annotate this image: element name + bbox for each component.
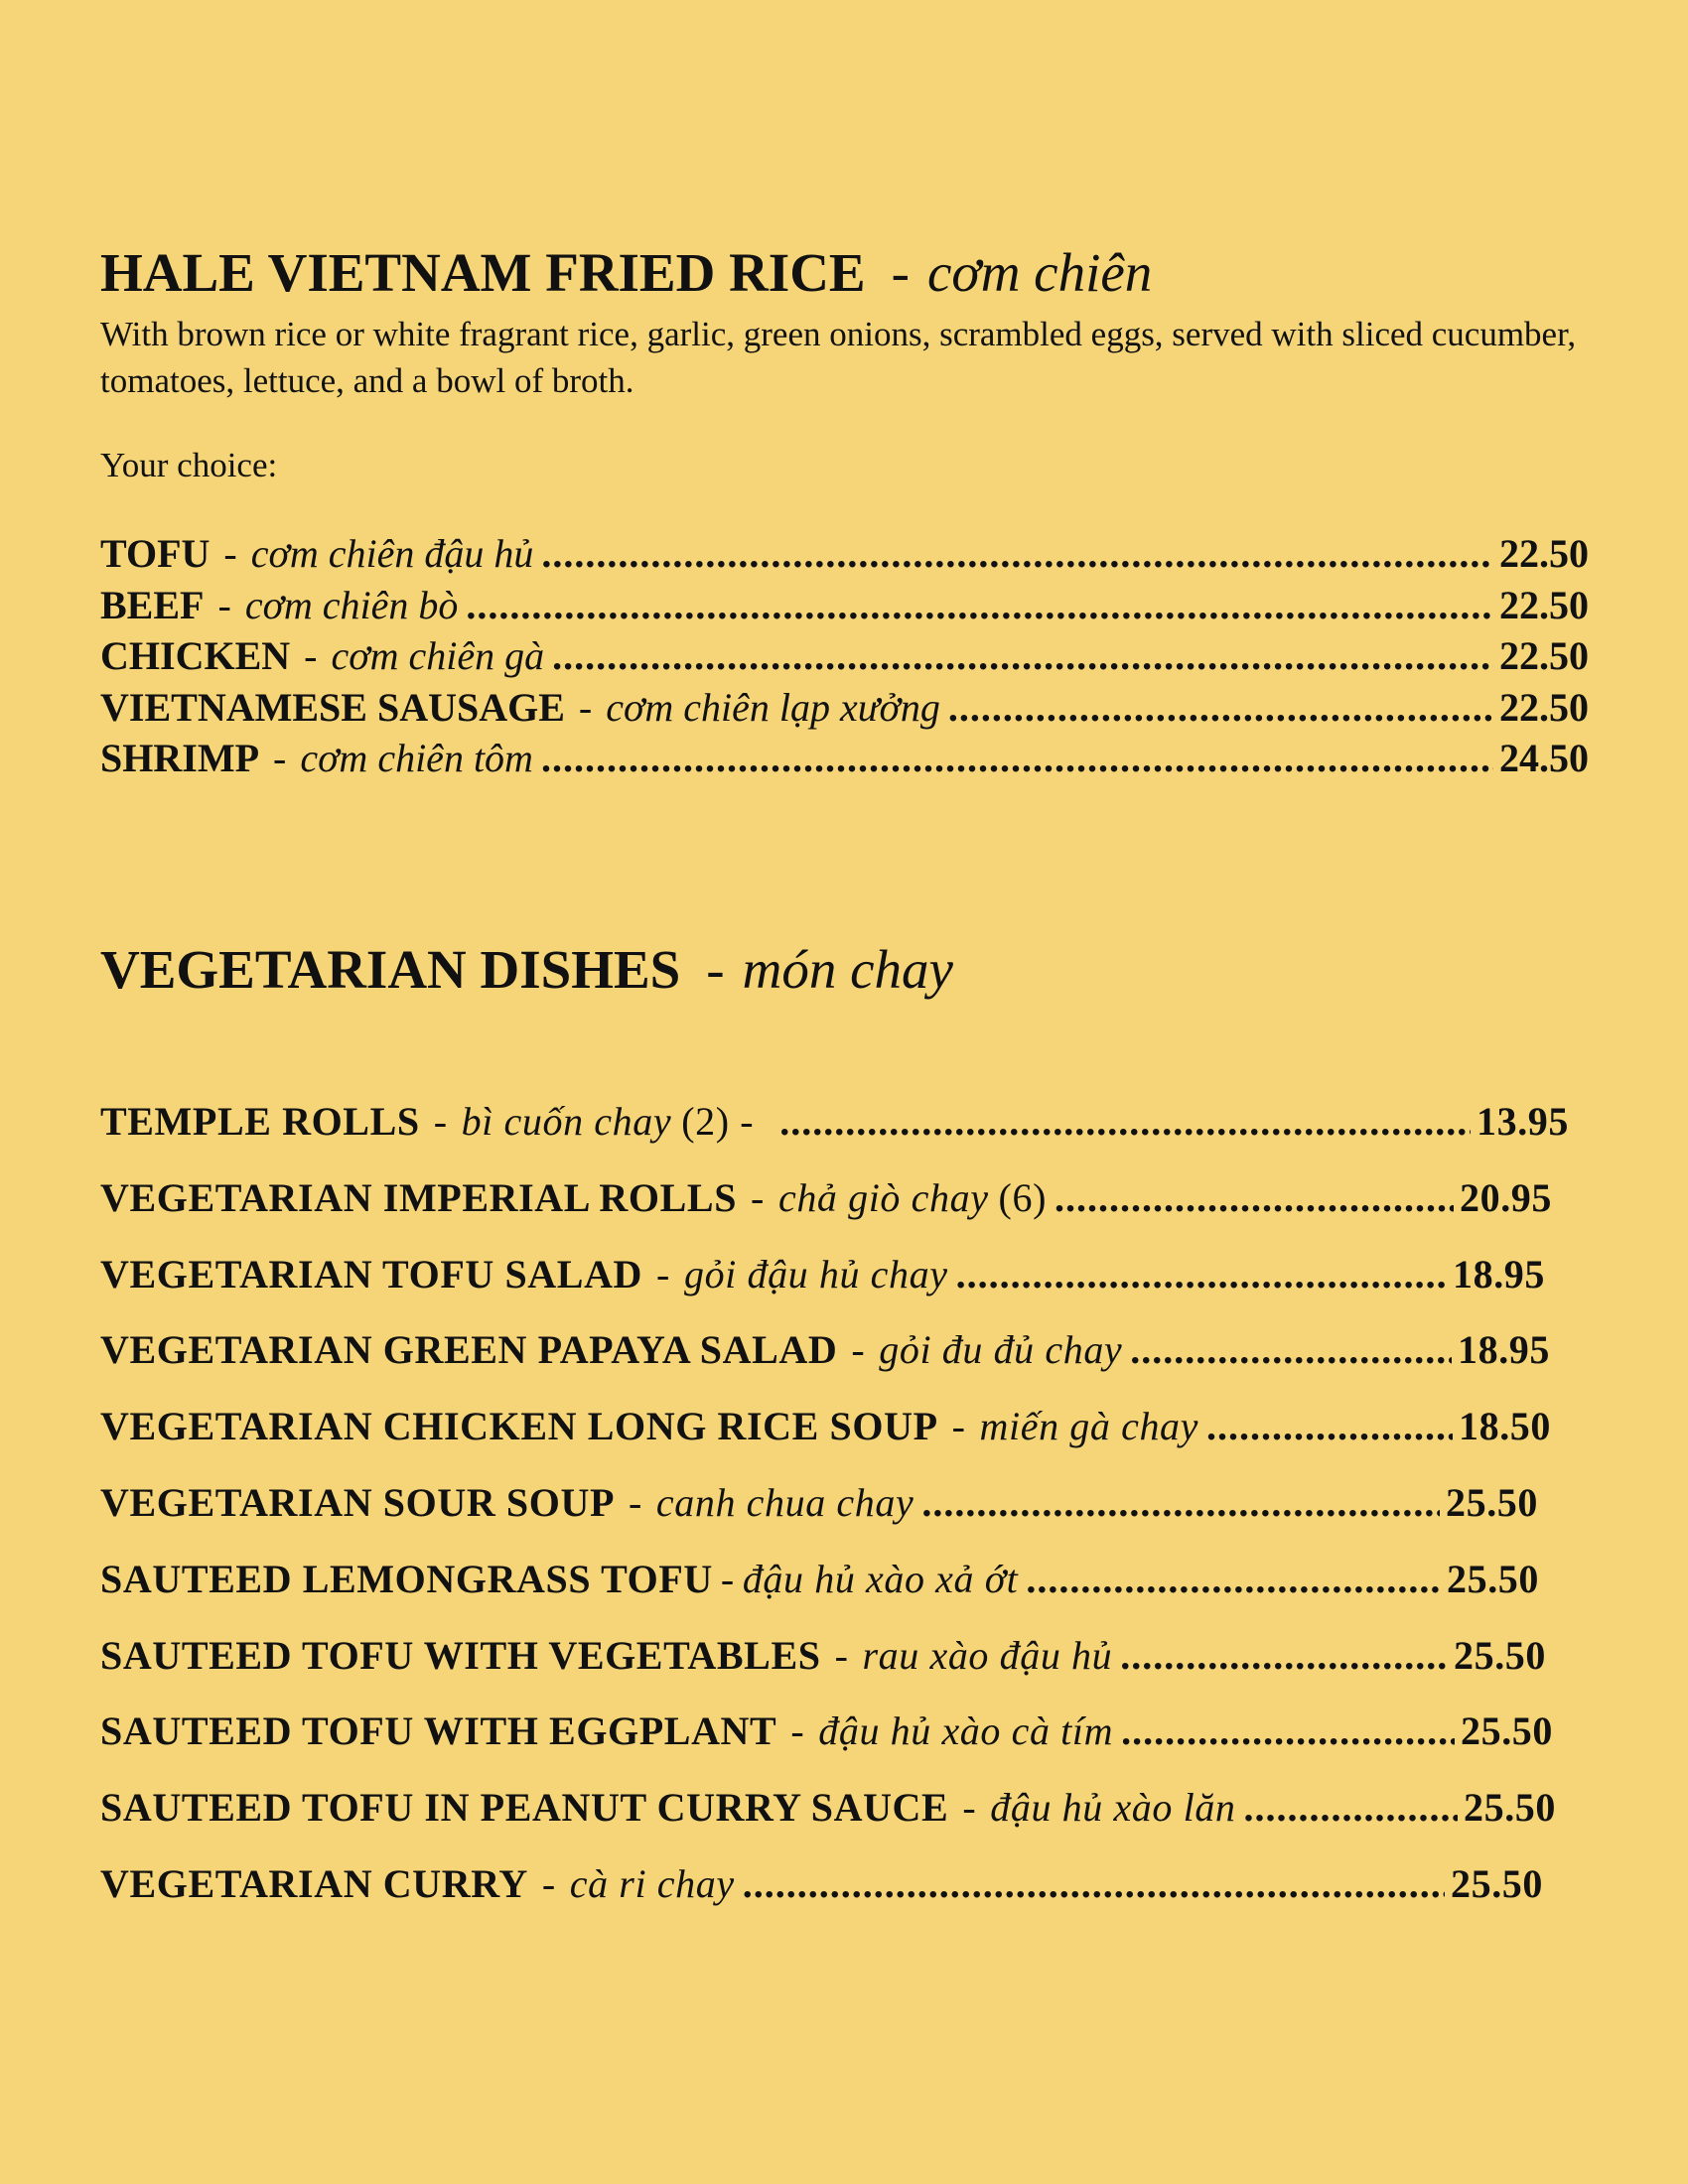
heading-dash: - xyxy=(706,939,725,1000)
item-viet: chả giò chay xyxy=(777,1174,989,1220)
menu-item xyxy=(100,528,1589,580)
menu-item xyxy=(100,733,1589,784)
fried-rice-title-viet: cơm chiên xyxy=(926,242,1153,303)
item-viet: canh chua chay xyxy=(655,1479,914,1525)
item-viet: bì cuốn chay xyxy=(461,1099,672,1144)
menu-item xyxy=(100,1473,1538,1550)
item-price: 25.50 xyxy=(1464,1785,1556,1831)
item-price: 25.50 xyxy=(1461,1708,1553,1754)
fried-rice-description: With brown rice or white fragrant rice, garlic, green onions, scrambled eggs, served with sliced cucumber, tomatoes, lettuce, and a bowl of broth. xyxy=(100,315,1577,400)
dot-leader xyxy=(921,1473,1440,1532)
item-price: 18.95 xyxy=(1453,1251,1545,1297)
dot-leader xyxy=(956,1245,1447,1303)
item-price: 25.50 xyxy=(1447,1556,1539,1601)
heading-dash: - xyxy=(891,242,910,303)
item-sep: - xyxy=(629,1479,642,1525)
menu-item xyxy=(100,1320,1550,1397)
item-viet: gỏi đậu hủ chay xyxy=(683,1251,948,1297)
item-extra: (2) - xyxy=(681,1099,755,1144)
fried-rice-title: HALE VIETNAM FRIED RICE xyxy=(100,242,866,303)
item-extra: (6) xyxy=(998,1174,1047,1220)
item-name: TEMPLE ROLLS xyxy=(100,1099,420,1144)
dot-leader xyxy=(541,528,1493,580)
vegetarian-heading xyxy=(100,939,953,1000)
dot-leader xyxy=(541,733,1493,784)
item-name: SHRIMP xyxy=(100,736,259,780)
item-name: SAUTEED TOFU WITH VEGETABLES xyxy=(100,1632,821,1678)
menu-item xyxy=(100,1702,1553,1778)
dot-leader xyxy=(1121,1702,1455,1760)
item-viet: cơm chiên lạp xưởng xyxy=(606,684,940,730)
item-viet: đậu hủ xào xả ớt xyxy=(742,1556,1019,1601)
item-name: SAUTEED TOFU WITH EGGPLANT xyxy=(100,1708,777,1754)
item-viet: đậu hủ xào lăn xyxy=(990,1785,1236,1831)
menu-item xyxy=(100,1397,1551,1473)
item-viet: cơm chiên bò xyxy=(244,582,459,627)
dot-leader xyxy=(1244,1778,1458,1837)
item-sep: - xyxy=(304,633,318,678)
item-sep: - xyxy=(720,1556,735,1601)
item-price: 18.95 xyxy=(1458,1327,1550,1373)
dot-leader xyxy=(1206,1397,1453,1455)
menu-item xyxy=(100,1778,1556,1854)
item-sep: - xyxy=(273,736,287,780)
dot-leader xyxy=(743,1854,1445,1913)
item-viet: cà ri chay xyxy=(569,1860,735,1906)
item-price: 22.50 xyxy=(1499,684,1589,730)
item-viet: cơm chiên đậu hủ xyxy=(250,531,534,576)
menu-item xyxy=(100,1550,1539,1626)
item-name: VEGETARIAN IMPERIAL ROLLS xyxy=(100,1174,738,1220)
dot-leader xyxy=(1120,1626,1448,1685)
item-sep: - xyxy=(223,531,237,576)
dot-leader xyxy=(1055,1168,1454,1227)
dot-leader xyxy=(948,682,1493,734)
dot-leader xyxy=(466,580,1493,631)
dot-leader xyxy=(779,1092,1471,1151)
item-price: 20.95 xyxy=(1460,1174,1552,1220)
dot-leader xyxy=(552,630,1493,682)
vegetarian-title-viet: món chay xyxy=(742,939,953,1000)
item-viet: gỏi đu đủ chay xyxy=(879,1327,1123,1373)
menu-item xyxy=(100,1168,1552,1245)
choice-label: Your choice: xyxy=(100,446,278,484)
fried-rice-list xyxy=(100,528,1589,784)
item-name: TOFU xyxy=(100,531,211,576)
item-name: CHICKEN xyxy=(100,633,291,678)
item-price: 22.50 xyxy=(1499,633,1589,678)
menu-item xyxy=(100,580,1589,631)
item-sep: - xyxy=(790,1708,805,1754)
item-name: VEGETARIAN GREEN PAPAYA SALAD xyxy=(100,1327,838,1373)
item-name: VEGETARIAN TOFU SALAD xyxy=(100,1251,643,1297)
item-sep: - xyxy=(433,1099,448,1144)
item-sep: - xyxy=(951,1404,966,1449)
dot-leader xyxy=(1130,1320,1452,1379)
item-price: 24.50 xyxy=(1499,736,1589,780)
item-price: 25.50 xyxy=(1446,1479,1538,1525)
item-price: 22.50 xyxy=(1499,582,1589,627)
item-name: VIETNAMESE SAUSAGE xyxy=(100,684,565,730)
item-sep: - xyxy=(217,582,231,627)
item-price: 22.50 xyxy=(1499,531,1589,576)
dot-leader xyxy=(1026,1550,1441,1608)
item-sep: - xyxy=(851,1327,866,1373)
menu-item xyxy=(100,1245,1545,1321)
vegetarian-list xyxy=(100,1092,1569,1931)
menu-item xyxy=(100,682,1589,734)
item-price: 13.95 xyxy=(1477,1099,1569,1144)
menu-item xyxy=(100,1854,1543,1931)
item-name: VEGETARIAN SOUR SOUP xyxy=(100,1479,615,1525)
item-sep: - xyxy=(834,1632,849,1678)
item-price: 25.50 xyxy=(1454,1632,1546,1678)
menu-item xyxy=(100,1092,1569,1168)
item-name: SAUTEED LEMONGRASS TOFU xyxy=(100,1556,713,1601)
item-viet: miến gà chay xyxy=(979,1404,1198,1449)
item-sep: - xyxy=(751,1174,765,1220)
fried-rice-heading xyxy=(100,242,1153,303)
item-sep: - xyxy=(656,1251,670,1297)
item-name: VEGETARIAN CHICKEN LONG RICE SOUP xyxy=(100,1404,938,1449)
vegetarian-title: VEGETARIAN DISHES xyxy=(100,939,681,1000)
item-sep: - xyxy=(962,1785,977,1831)
item-sep: - xyxy=(578,684,593,730)
menu-item xyxy=(100,1626,1546,1703)
item-name: SAUTEED TOFU IN PEANUT CURRY SAUCE xyxy=(100,1785,949,1831)
item-viet: cơm chiên tôm xyxy=(300,736,533,780)
item-name: BEEF xyxy=(100,582,205,627)
item-name: VEGETARIAN CURRY xyxy=(100,1860,528,1906)
item-sep: - xyxy=(541,1860,556,1906)
item-price: 25.50 xyxy=(1451,1860,1543,1906)
item-viet: đậu hủ xào cà tím xyxy=(818,1708,1114,1754)
item-viet: cơm chiên gà xyxy=(331,633,545,678)
menu-item xyxy=(100,630,1589,682)
item-viet: rau xào đậu hủ xyxy=(862,1632,1113,1678)
item-price: 18.50 xyxy=(1459,1404,1551,1449)
